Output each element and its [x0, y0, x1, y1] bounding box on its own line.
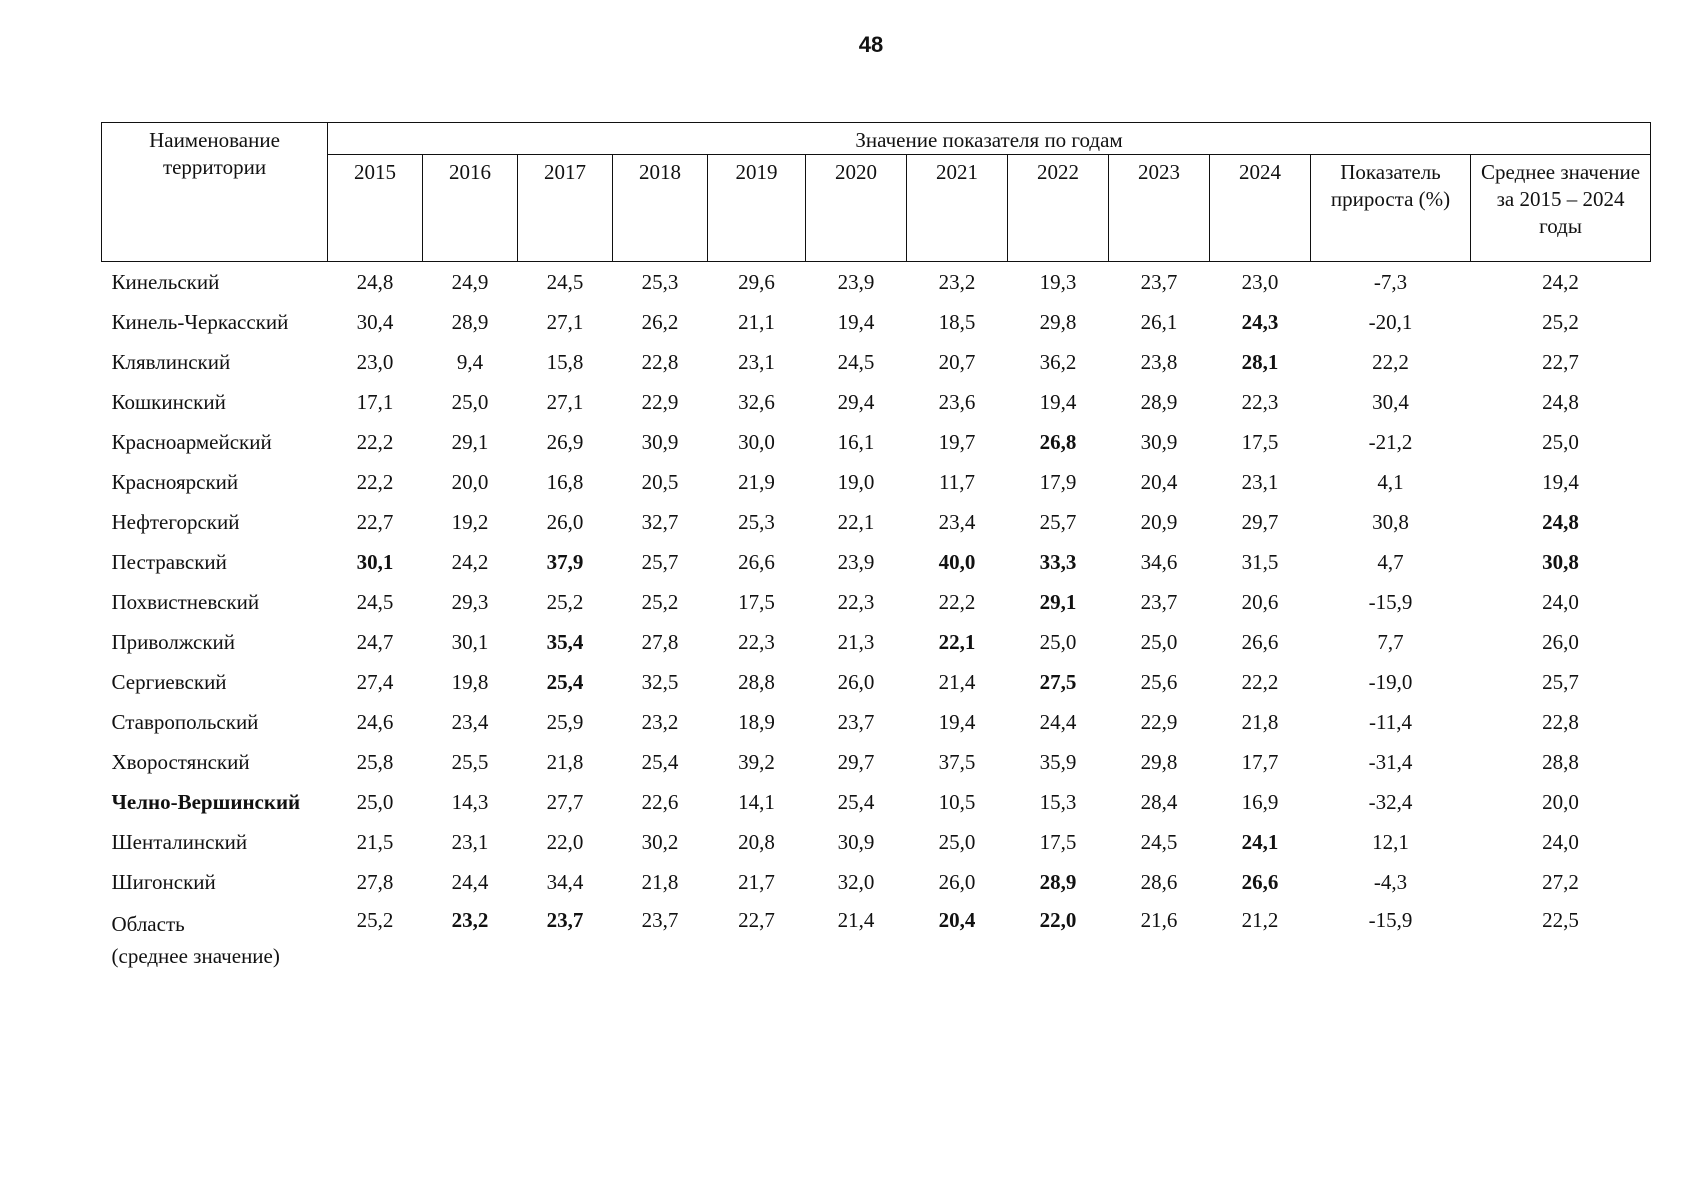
territory-name-cell: Красноярский — [111, 469, 239, 494]
year-value-cell: 14,1 — [738, 789, 775, 814]
year-value-cell: 23,0 — [1241, 269, 1279, 294]
year-value-cell: 25,4 — [837, 789, 875, 814]
year-value-cell: 32,0 — [837, 869, 875, 894]
year-header: 2024 — [1210, 155, 1311, 262]
table-row — [102, 742, 1651, 782]
year-value-cell: 24,5 — [356, 589, 394, 614]
year-value-cell: 30,2 — [641, 829, 679, 854]
year-value-cell: 20,8 — [738, 829, 775, 854]
table-body — [102, 262, 1651, 975]
year-value-cell: 23,7 — [837, 709, 875, 734]
territory-name-cell: Хворостянский — [111, 749, 250, 774]
year-value-cell: 18,5 — [938, 309, 976, 334]
year-value-cell: 25,7 — [641, 549, 679, 574]
average-value-cell: 26,0 — [1542, 629, 1579, 654]
year-value-cell: 28,1 — [1241, 349, 1279, 374]
table-row — [102, 382, 1651, 422]
year-value-cell: 29,3 — [451, 589, 489, 614]
year-value-cell: 25,5 — [451, 749, 489, 774]
territory-name-cell: Пестравский — [111, 549, 227, 574]
average-value-cell: 20,0 — [1542, 789, 1579, 814]
year-value-cell: 23,2 — [451, 908, 489, 932]
year-value-cell: 25,0 — [451, 389, 489, 414]
average-value-cell: 24,2 — [1542, 269, 1579, 294]
year-value-cell: 30,1 — [356, 549, 394, 574]
territory-name-cell: Кинельский — [111, 269, 220, 294]
year-value-cell: 23,1 — [1241, 469, 1279, 494]
table-row — [102, 262, 1651, 303]
growth-rate-cell: -21,2 — [1368, 429, 1413, 454]
growth-rate-cell: 4,1 — [1377, 469, 1404, 494]
year-value-cell: 29,6 — [738, 269, 775, 294]
year-value-cell: 21,9 — [738, 469, 775, 494]
region-total-name: Область — [111, 912, 185, 936]
year-value-cell: 23,9 — [837, 269, 875, 294]
year-value-cell: 20,7 — [938, 349, 976, 374]
year-value-cell: 23,9 — [837, 549, 875, 574]
year-value-cell: 28,4 — [1140, 789, 1178, 814]
year-value-cell: 21,6 — [1140, 908, 1178, 932]
year-value-cell: 22,9 — [641, 389, 679, 414]
year-value-cell: 27,8 — [356, 869, 394, 894]
table-row — [102, 822, 1651, 862]
year-value-cell: 25,2 — [641, 589, 679, 614]
year-value-cell: 40,0 — [938, 549, 976, 574]
year-value-cell: 20,9 — [1140, 509, 1178, 534]
table-row — [102, 462, 1651, 502]
year-value-cell: 23,4 — [938, 509, 976, 534]
year-value-cell: 15,3 — [1039, 789, 1077, 814]
year-value-cell: 29,8 — [1039, 309, 1077, 334]
year-value-cell: 25,4 — [641, 749, 679, 774]
year-value-cell: 23,7 — [1140, 269, 1178, 294]
year-value-cell: 19,3 — [1039, 269, 1077, 294]
year-header: 2022 — [1008, 155, 1109, 262]
year-value-cell: 19,4 — [938, 709, 976, 734]
year-value-cell: 16,9 — [1241, 789, 1279, 814]
year-value-cell: 24,1 — [1241, 829, 1279, 854]
year-value-cell: 25,0 — [1039, 629, 1077, 654]
indicator-table — [101, 122, 1651, 974]
year-value-cell: 28,9 — [1140, 389, 1178, 414]
year-value-cell: 25,3 — [738, 509, 775, 534]
year-value-cell: 25,2 — [356, 908, 394, 932]
year-value-cell: 22,1 — [837, 509, 875, 534]
year-value-cell: 19,2 — [451, 509, 489, 534]
year-value-cell: 25,9 — [546, 709, 584, 734]
year-value-cell: 24,3 — [1241, 309, 1279, 334]
year-value-cell: 17,5 — [1241, 429, 1279, 454]
year-value-cell: 23,7 — [546, 908, 584, 932]
table-row — [102, 502, 1651, 542]
year-value-cell: 22,2 — [1241, 669, 1279, 694]
year-value-cell: 27,7 — [546, 789, 584, 814]
year-value-cell: 33,3 — [1039, 549, 1077, 574]
year-value-cell: 19,0 — [837, 469, 875, 494]
year-value-cell: 24,5 — [546, 269, 584, 294]
region-total-name-cell — [102, 902, 328, 974]
territory-name-cell: Красноармейский — [111, 429, 272, 454]
territory-name-cell: Шигонский — [111, 869, 216, 894]
year-value-cell: 25,8 — [356, 749, 394, 774]
growth-rate-cell: -19,0 — [1368, 669, 1413, 694]
year-value-cell: 24,5 — [837, 349, 875, 374]
growth-rate-cell: 30,8 — [1372, 509, 1409, 534]
growth-rate-cell: -31,4 — [1368, 749, 1413, 774]
year-value-cell: 28,9 — [451, 309, 489, 334]
growth-rate-cell: 30,4 — [1372, 389, 1409, 414]
average-value-header: Среднее значение за 2015 – 2024 годы — [1471, 155, 1651, 262]
average-value-cell: 25,2 — [1542, 309, 1579, 334]
average-value-cell: 25,0 — [1542, 429, 1579, 454]
year-value-cell: 37,5 — [938, 749, 976, 774]
average-value-cell: 24,0 — [1542, 589, 1579, 614]
year-value-cell: 21,5 — [356, 829, 394, 854]
territory-name-cell: Приволжский — [111, 629, 236, 654]
year-value-cell: 39,2 — [738, 749, 775, 774]
region-total-row — [102, 902, 1651, 974]
year-value-cell: 26,0 — [938, 869, 976, 894]
year-value-cell: 26,6 — [738, 549, 775, 574]
year-value-cell: 30,1 — [451, 629, 489, 654]
year-value-cell: 27,5 — [1039, 669, 1077, 694]
year-value-cell: 17,5 — [738, 589, 775, 614]
region-total-subtitle: (среднее значение) — [111, 944, 280, 968]
average-value-cell: 25,7 — [1542, 669, 1579, 694]
year-value-cell: 23,1 — [738, 349, 775, 374]
average-value-cell: 22,5 — [1542, 908, 1579, 932]
year-value-cell: 32,5 — [641, 669, 679, 694]
territory-name-cell: Клявлинский — [111, 349, 231, 374]
year-value-cell: 25,0 — [356, 789, 394, 814]
year-value-cell: 23,0 — [356, 349, 394, 374]
year-header: 2023 — [1109, 155, 1210, 262]
year-value-cell: 22,0 — [1039, 908, 1077, 932]
year-value-cell: 22,2 — [938, 589, 976, 614]
average-value-cell: 24,8 — [1542, 389, 1579, 414]
year-value-cell: 24,6 — [356, 709, 394, 734]
year-value-cell: 21,7 — [738, 869, 775, 894]
year-value-cell: 22,3 — [738, 629, 775, 654]
year-value-cell: 20,4 — [938, 908, 976, 932]
average-value-cell: 30,8 — [1542, 549, 1579, 574]
year-value-cell: 24,4 — [1039, 709, 1077, 734]
year-header: 2020 — [806, 155, 907, 262]
year-value-cell: 26,8 — [1039, 429, 1077, 454]
average-value-cell: 19,4 — [1542, 469, 1579, 494]
average-value-cell: 24,8 — [1542, 509, 1579, 534]
year-value-cell: 22,1 — [938, 629, 976, 654]
yearly-values-group-header: Значение показателя по годам — [328, 123, 1651, 155]
year-value-cell: 26,6 — [1241, 629, 1279, 654]
year-value-cell: 27,1 — [546, 389, 584, 414]
year-value-cell: 24,5 — [1140, 829, 1178, 854]
year-header: 2018 — [613, 155, 708, 262]
year-value-cell: 35,9 — [1039, 749, 1077, 774]
year-value-cell: 20,0 — [451, 469, 489, 494]
year-value-cell: 22,3 — [1241, 389, 1279, 414]
year-value-cell: 31,5 — [1241, 549, 1279, 574]
year-value-cell: 15,8 — [546, 349, 584, 374]
year-value-cell: 27,4 — [356, 669, 394, 694]
year-value-cell: 22,9 — [1140, 709, 1178, 734]
year-value-cell: 26,0 — [837, 669, 875, 694]
year-value-cell: 22,6 — [641, 789, 679, 814]
year-value-cell: 21,8 — [546, 749, 584, 774]
year-value-cell: 30,4 — [356, 309, 394, 334]
year-value-cell: 30,0 — [738, 429, 775, 454]
average-value-cell: 27,2 — [1542, 869, 1579, 894]
year-value-cell: 23,4 — [451, 709, 489, 734]
year-value-cell: 22,7 — [356, 509, 394, 534]
year-value-cell: 34,6 — [1140, 549, 1178, 574]
growth-rate-cell: -7,3 — [1373, 269, 1408, 294]
year-value-cell: 30,9 — [641, 429, 679, 454]
table-row — [102, 582, 1651, 622]
territory-name-cell: Шенталинский — [111, 829, 248, 854]
year-value-cell: 23,1 — [451, 829, 489, 854]
growth-rate-cell: -20,1 — [1368, 309, 1413, 334]
territory-name-cell: Челно-Вершинский — [111, 789, 301, 814]
table-row — [102, 702, 1651, 742]
year-header: 2016 — [423, 155, 518, 262]
year-value-cell: 20,5 — [641, 469, 679, 494]
growth-rate-cell: 4,7 — [1377, 549, 1404, 574]
year-value-cell: 23,2 — [938, 269, 976, 294]
year-value-cell: 29,8 — [1140, 749, 1178, 774]
table-row — [102, 302, 1651, 342]
year-value-cell: 17,1 — [356, 389, 394, 414]
year-value-cell: 32,7 — [641, 509, 679, 534]
year-value-cell: 22,7 — [738, 908, 775, 932]
year-value-cell: 23,8 — [1140, 349, 1178, 374]
year-value-cell: 25,0 — [1140, 629, 1178, 654]
year-value-cell: 25,3 — [641, 269, 679, 294]
year-value-cell: 11,7 — [939, 469, 975, 494]
year-value-cell: 22,3 — [837, 589, 875, 614]
year-value-cell: 26,6 — [1241, 869, 1279, 894]
year-value-cell: 28,6 — [1140, 869, 1178, 894]
average-value-cell: 24,0 — [1542, 829, 1579, 854]
year-value-cell: 21,3 — [837, 629, 875, 654]
year-value-cell: 25,2 — [546, 589, 584, 614]
table-header-row-1 — [102, 123, 1651, 155]
territory-name-cell: Кошкинский — [111, 389, 226, 414]
year-value-cell: 29,7 — [1241, 509, 1279, 534]
year-value-cell: 29,1 — [451, 429, 489, 454]
table-row — [102, 542, 1651, 582]
year-value-cell: 21,1 — [738, 309, 775, 334]
year-value-cell: 20,4 — [1140, 469, 1178, 494]
year-value-cell: 19,8 — [451, 669, 489, 694]
year-value-cell: 22,8 — [641, 349, 679, 374]
year-value-cell: 10,5 — [938, 789, 976, 814]
growth-rate-cell: -15,9 — [1368, 589, 1413, 614]
growth-rate-cell: -15,9 — [1368, 908, 1413, 932]
year-header: 2021 — [907, 155, 1008, 262]
growth-rate-cell: 7,7 — [1377, 629, 1404, 654]
year-value-cell: 26,9 — [546, 429, 584, 454]
year-value-cell: 24,2 — [451, 549, 489, 574]
average-value-cell: 22,7 — [1542, 349, 1579, 374]
year-value-cell: 36,2 — [1039, 349, 1077, 374]
year-value-cell: 23,2 — [641, 709, 679, 734]
year-value-cell: 23,7 — [641, 908, 679, 932]
table-row — [102, 782, 1651, 822]
table-row — [102, 862, 1651, 902]
year-value-cell: 14,3 — [451, 789, 489, 814]
year-value-cell: 23,7 — [1140, 589, 1178, 614]
year-value-cell: 25,6 — [1140, 669, 1178, 694]
year-value-cell: 16,8 — [546, 469, 584, 494]
year-value-cell: 18,9 — [738, 709, 775, 734]
year-value-cell: 28,9 — [1039, 869, 1077, 894]
territory-name-cell: Кинель-Черкасский — [111, 309, 289, 334]
year-value-cell: 19,7 — [938, 429, 976, 454]
year-value-cell: 30,9 — [1140, 429, 1178, 454]
average-value-cell: 22,8 — [1542, 709, 1579, 734]
year-value-cell: 17,5 — [1039, 829, 1077, 854]
year-value-cell: 21,8 — [1241, 709, 1279, 734]
growth-rate-header: Показатель прироста (%) — [1311, 155, 1471, 262]
year-value-cell: 25,0 — [938, 829, 976, 854]
year-value-cell: 28,8 — [738, 669, 775, 694]
year-header: 2017 — [518, 155, 613, 262]
average-value-cell: 28,8 — [1542, 749, 1579, 774]
table-row — [102, 662, 1651, 702]
territory-name-cell: Ставропольский — [111, 709, 259, 734]
year-value-cell: 26,1 — [1140, 309, 1178, 334]
year-value-cell: 37,9 — [546, 549, 584, 574]
table-row — [102, 622, 1651, 662]
territory-name-cell: Нефтегорский — [111, 509, 240, 534]
year-value-cell: 29,7 — [837, 749, 875, 774]
year-value-cell: 34,4 — [546, 869, 584, 894]
growth-rate-cell: -4,3 — [1373, 869, 1408, 894]
year-value-cell: 30,9 — [837, 829, 875, 854]
growth-rate-cell: -11,4 — [1369, 709, 1412, 734]
year-value-cell: 22,0 — [546, 829, 584, 854]
year-value-cell: 25,7 — [1039, 509, 1077, 534]
year-value-cell: 24,9 — [451, 269, 489, 294]
year-value-cell: 21,4 — [938, 669, 976, 694]
year-header: 2019 — [708, 155, 806, 262]
year-value-cell: 22,2 — [356, 429, 394, 454]
year-value-cell: 25,4 — [546, 669, 584, 694]
year-value-cell: 20,6 — [1241, 589, 1279, 614]
year-value-cell: 9,4 — [456, 349, 484, 374]
year-value-cell: 19,4 — [837, 309, 875, 334]
year-value-cell: 24,8 — [356, 269, 394, 294]
year-value-cell: 21,4 — [837, 908, 875, 932]
growth-rate-cell: 22,2 — [1372, 349, 1409, 374]
territory-name-cell: Похвистневский — [111, 589, 260, 614]
year-value-cell: 17,7 — [1241, 749, 1279, 774]
year-value-cell: 21,8 — [641, 869, 679, 894]
year-value-cell: 21,2 — [1241, 908, 1279, 932]
territory-name-cell: Сергиевский — [111, 669, 227, 694]
year-value-cell: 23,6 — [938, 389, 976, 414]
table-header-row-2 — [102, 155, 1651, 262]
year-value-cell: 19,4 — [1039, 389, 1077, 414]
year-value-cell: 17,9 — [1039, 469, 1077, 494]
year-value-cell: 32,6 — [738, 389, 775, 414]
year-value-cell: 26,0 — [546, 509, 584, 534]
year-value-cell: 27,1 — [546, 309, 584, 334]
year-header: 2015 — [328, 155, 423, 262]
year-value-cell: 22,2 — [356, 469, 394, 494]
table-row — [102, 422, 1651, 462]
page-number: 48 — [858, 32, 884, 57]
year-value-cell: 16,1 — [837, 429, 875, 454]
territory-name-header: Наименование территории — [102, 123, 328, 262]
year-value-cell: 29,4 — [837, 389, 875, 414]
year-value-cell: 29,1 — [1039, 589, 1077, 614]
year-value-cell: 27,8 — [641, 629, 679, 654]
year-value-cell: 35,4 — [546, 629, 584, 654]
growth-rate-cell: -32,4 — [1368, 789, 1413, 814]
year-value-cell: 24,7 — [356, 629, 394, 654]
year-value-cell: 26,2 — [641, 309, 679, 334]
table-row — [102, 342, 1651, 382]
year-value-cell: 24,4 — [451, 869, 489, 894]
growth-rate-cell: 12,1 — [1372, 829, 1409, 854]
